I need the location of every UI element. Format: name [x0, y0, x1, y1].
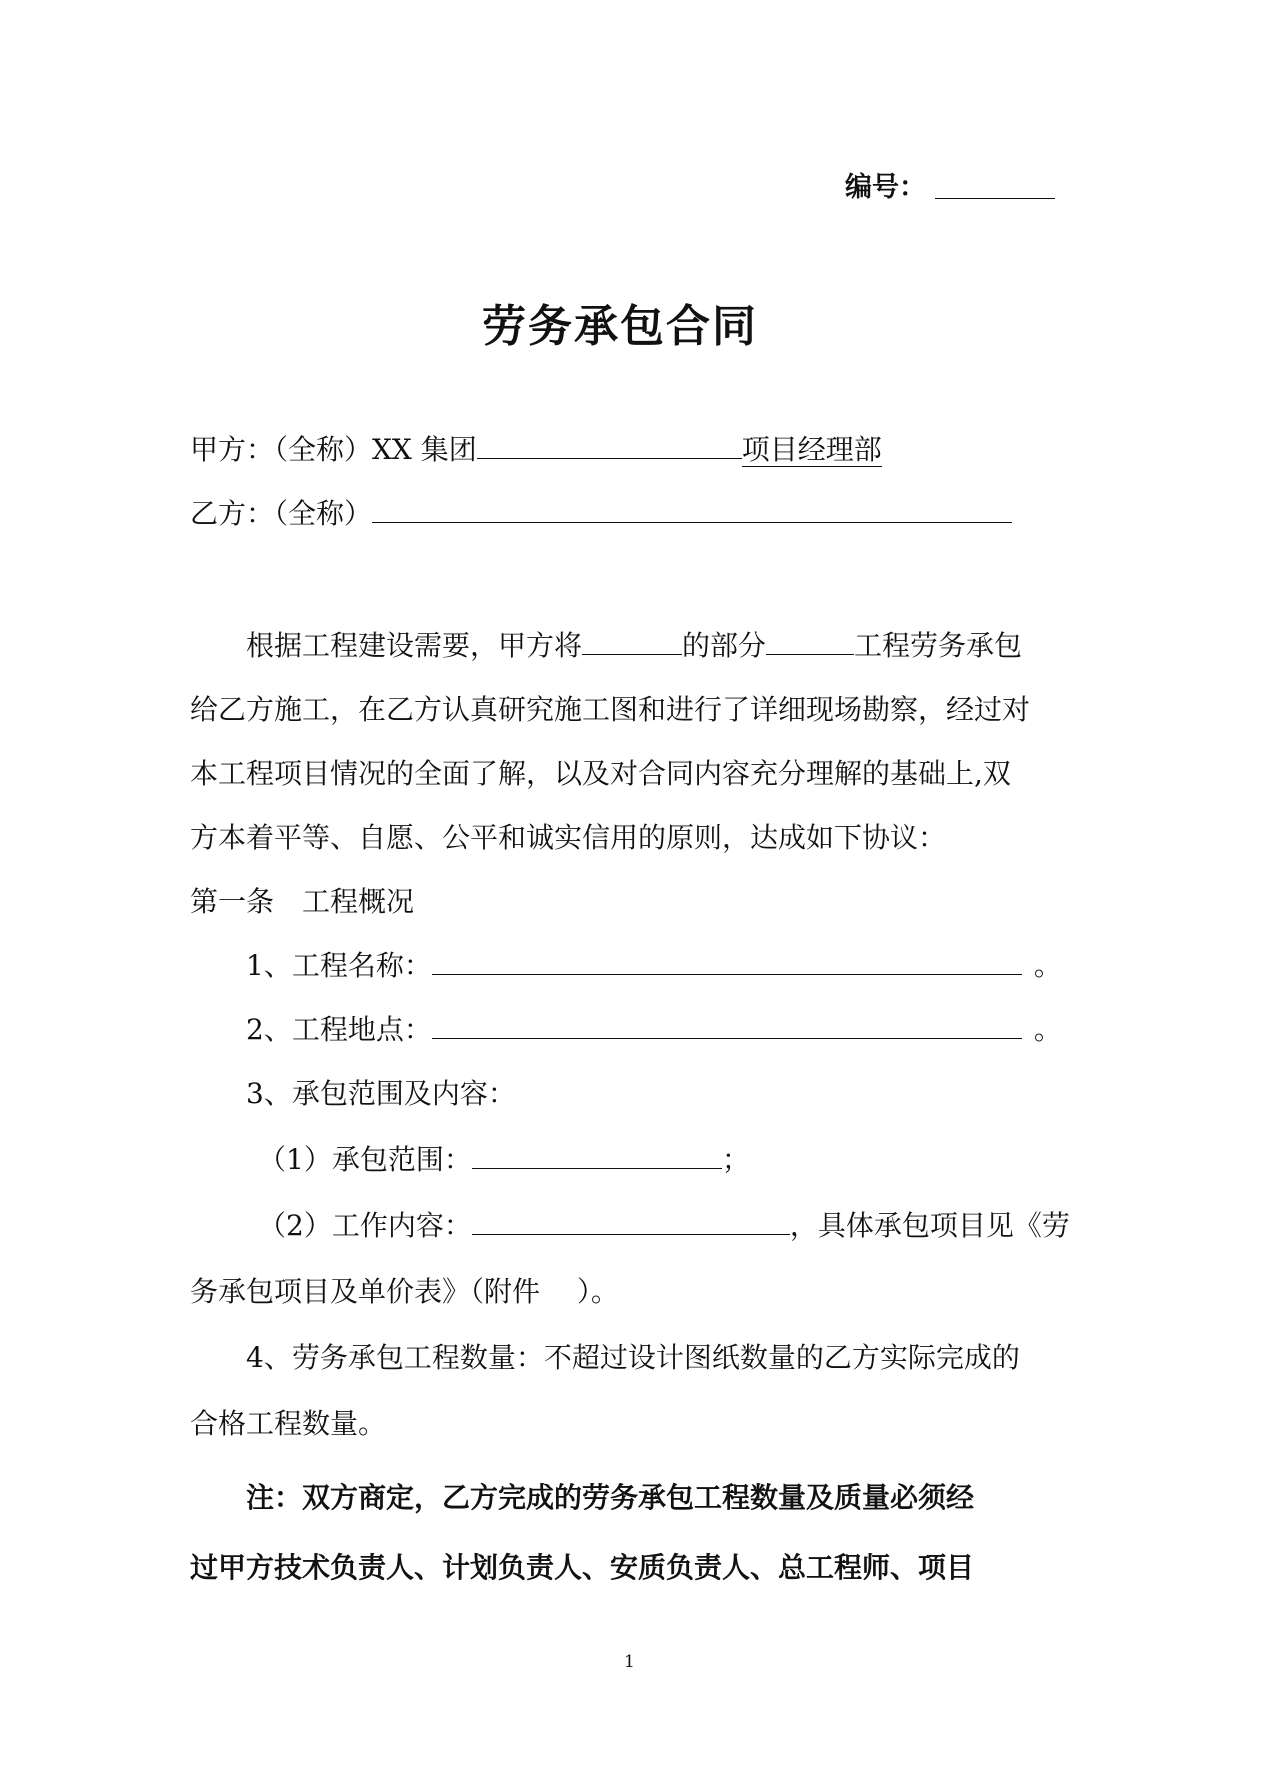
party-b-blank [372, 496, 1012, 523]
party-a-label: 甲方：（全称）XX 集团 [190, 433, 477, 466]
project-blank [582, 628, 682, 655]
doc-number [845, 165, 926, 204]
item-location-blank [432, 1012, 1022, 1039]
item-name-label: 1、工程名称： [246, 949, 432, 982]
doc-number-label: 编号： [845, 172, 926, 203]
work-content-tail: ，具体承包项目见《劳 [789, 1209, 1070, 1242]
party-a-suffix: 项目经理部 [741, 433, 882, 466]
para1-line2: 给乙方施工，在乙方认真研究施工图和进行了详细现场勘察，经过对 [190, 693, 1031, 726]
work-type-blank [766, 628, 854, 655]
party-b-line [190, 492, 1012, 532]
para1-text-b: 的部分 [682, 629, 767, 662]
scope-range-blank [472, 1142, 722, 1169]
work-content-line2: 务承包项目及单价表》（附件 ）。 [190, 1275, 619, 1308]
para1-text-a: 根据工程建设需要，甲方将 [246, 629, 583, 662]
item-name-blank [432, 948, 1022, 975]
para1-line1 [246, 624, 1022, 664]
article1-title: 工程概况 [302, 885, 415, 918]
item-location-end: 。 [1033, 1013, 1062, 1046]
item-scope-line: 3、承包范围及内容： [246, 1077, 516, 1110]
article1-number: 第一条 [190, 885, 275, 918]
doc-number-blank [935, 170, 1055, 199]
para1-line3: 本工程项目情况的全面了解，以及对合同内容充分理解的基础上,双 [190, 757, 1011, 790]
work-content-blank [472, 1208, 790, 1235]
page-number: 1 [624, 1652, 635, 1672]
item-location-label: 2、工程地点： [246, 1013, 432, 1046]
para1-line4: 方本着平等、自愿、公平和诚实信用的原则，达成如下协议： [190, 821, 947, 854]
party-a-blank [477, 432, 742, 459]
scope-range-end: ； [721, 1143, 750, 1176]
item-name-end: 。 [1033, 949, 1062, 982]
quantity-line1: 4、劳务承包工程数量：不超过设计图纸数量的乙方实际完成的 [246, 1341, 1020, 1374]
work-content-label: （2）工作内容： [258, 1209, 472, 1242]
page-title: 劳务承包合同 [482, 301, 758, 352]
quantity-line2: 合格工程数量。 [190, 1407, 387, 1440]
scope-range-line [258, 1138, 750, 1178]
article1-heading [190, 880, 414, 920]
party-b-label: 乙方：（全称） [190, 497, 373, 530]
item-location-line [246, 1008, 1062, 1048]
item-name-line [246, 944, 1062, 984]
party-a-line [190, 428, 882, 468]
note-line1: 注：双方商定，乙方完成的劳务承包工程数量及质量必须经 [246, 1481, 975, 1514]
work-content-line [258, 1204, 1070, 1244]
scope-range-label: （1）承包范围： [258, 1143, 472, 1176]
para1-text-c: 工程劳务承包 [854, 629, 1023, 662]
note-line2: 过甲方技术负责人、计划负责人、安质负责人、总工程师、项目 [190, 1551, 975, 1584]
